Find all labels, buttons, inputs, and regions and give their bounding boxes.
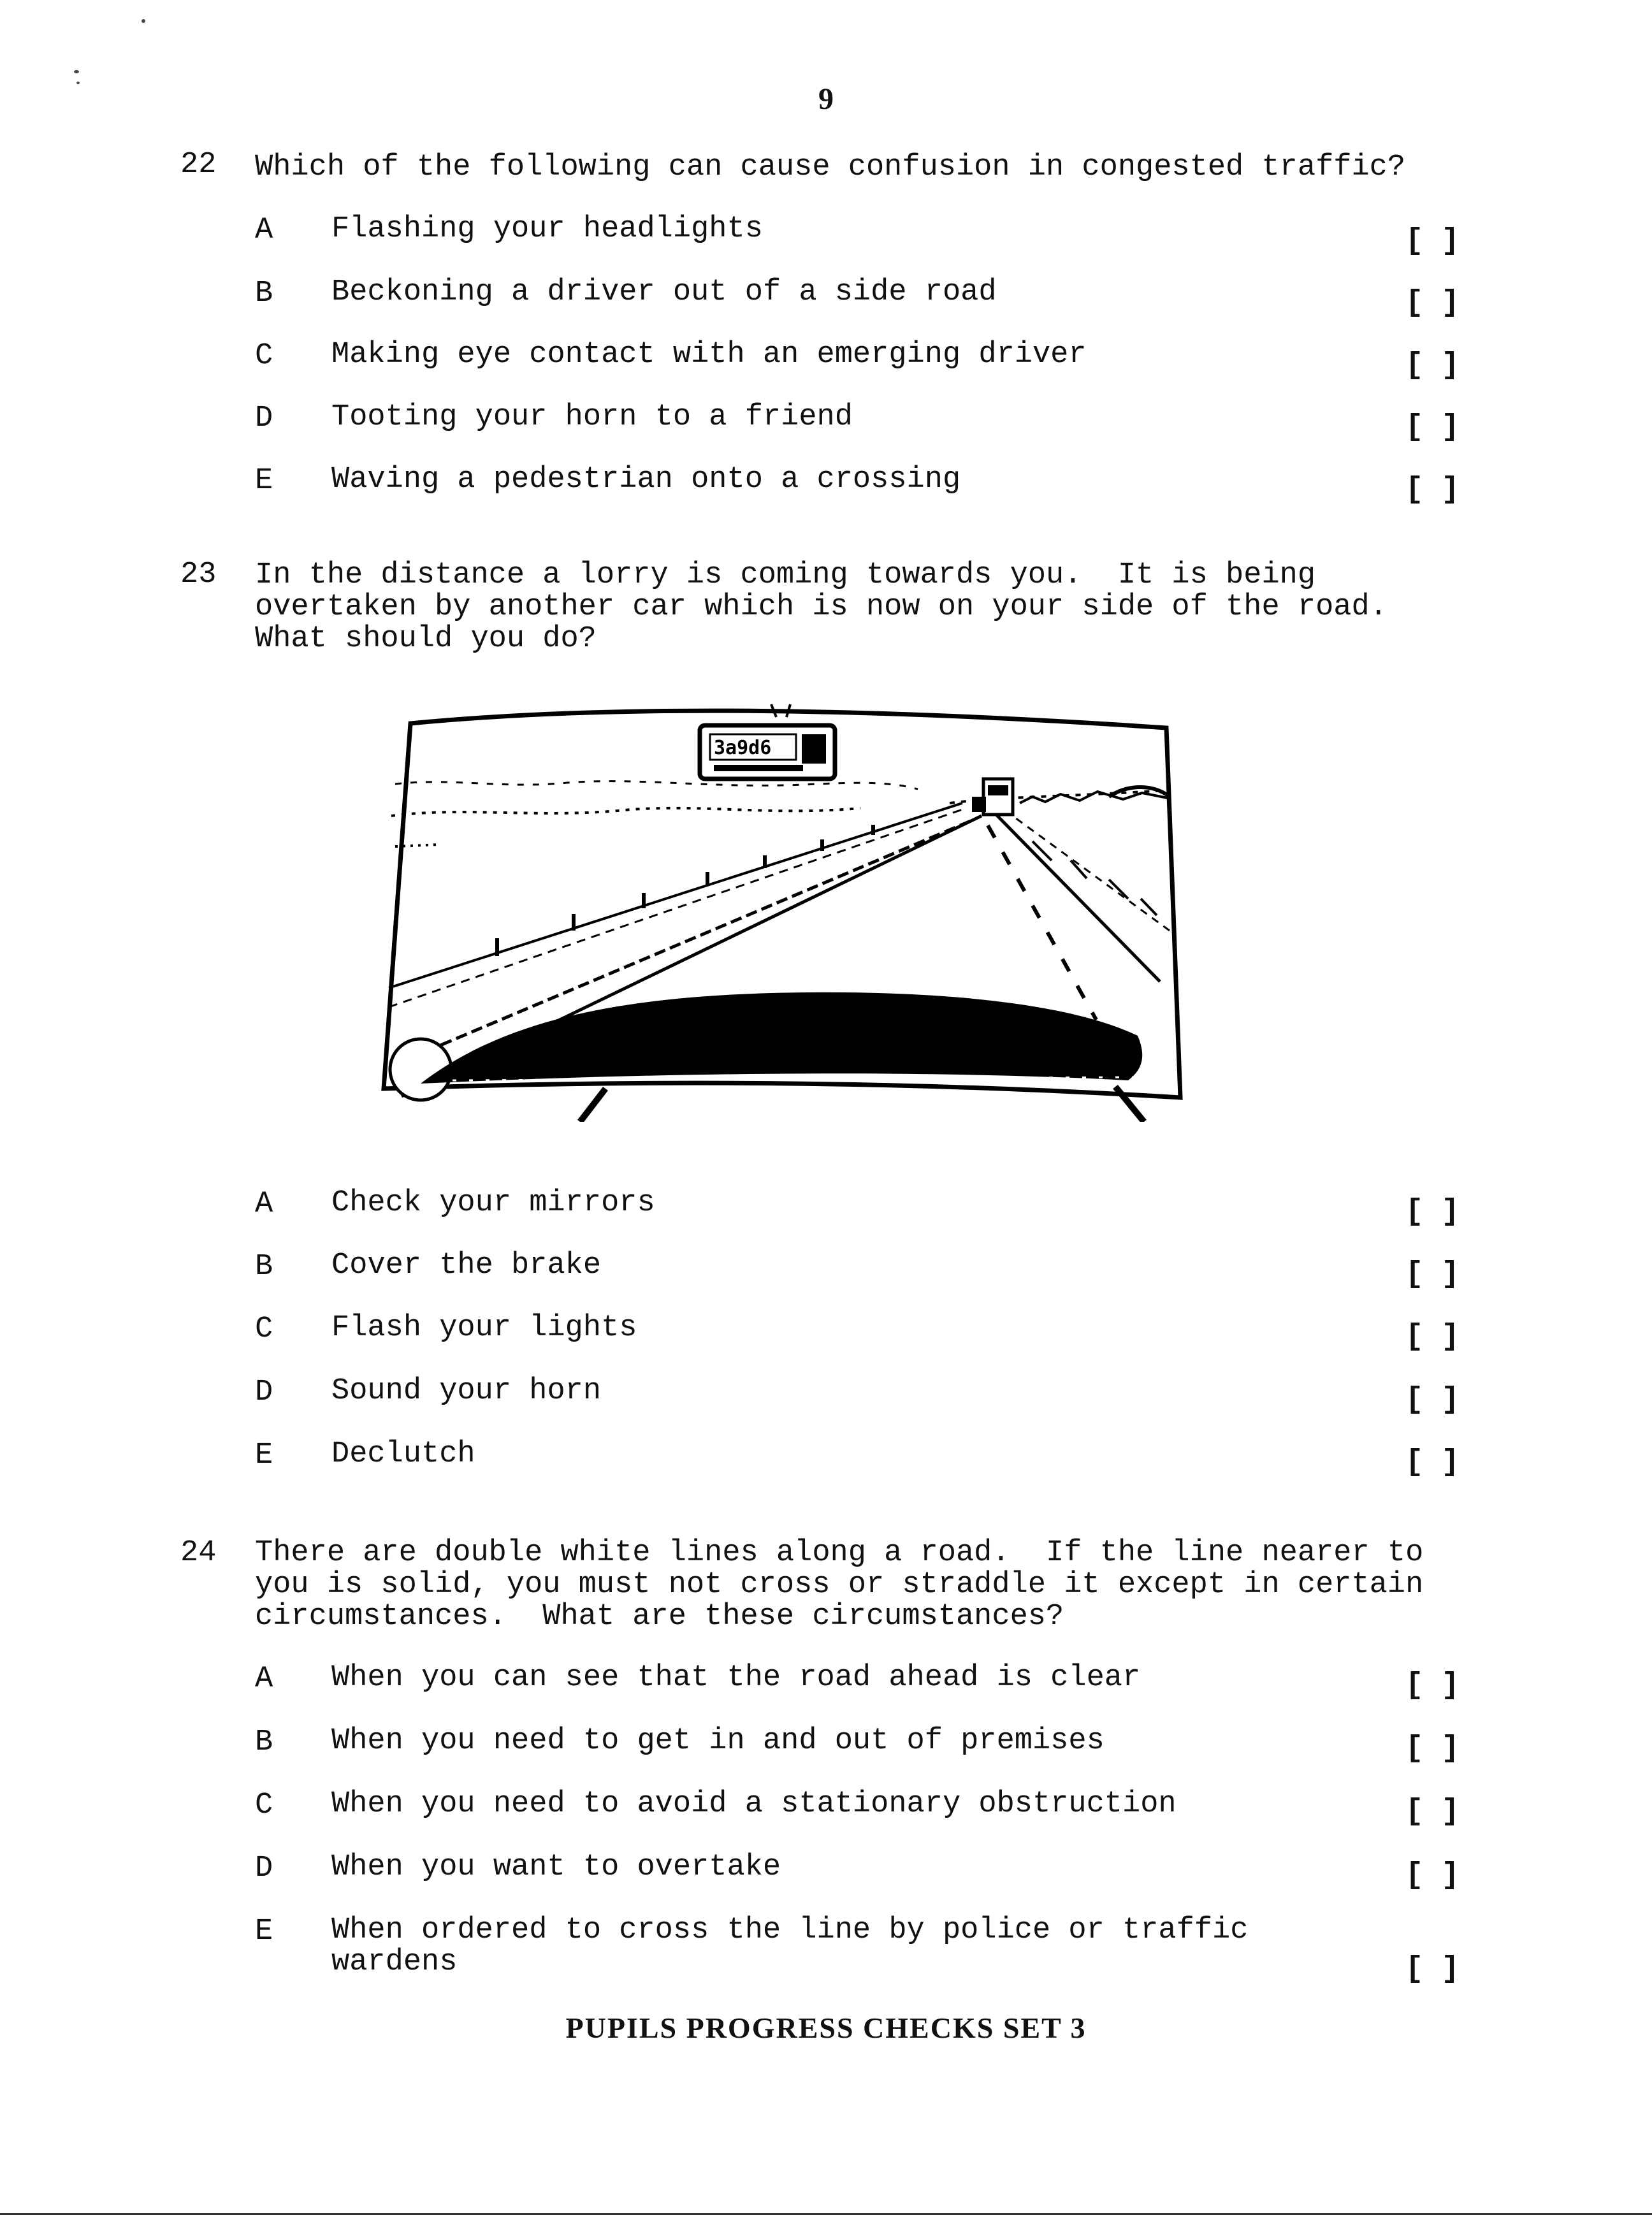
answer-checkbox[interactable]: [ ] [1405,1383,1460,1417]
option-letter: B [255,1250,273,1284]
option-text: Waving a pedestrian onto a crossing [331,463,961,497]
answer-checkbox[interactable]: [ ] [1405,473,1460,507]
option-letter: E [255,1915,273,1948]
option-letter: B [255,1725,273,1759]
question-text: In the distance a lorry is coming towards you. It is being overtaken by another car which is now on your side of the road. What should you do? [255,558,1388,656]
option-text: When you can see that the road ahead is clear [331,1661,1141,1695]
option-text: Declutch [331,1437,475,1471]
option-text: When you need to get in and out of premises [331,1724,1105,1758]
question-number: 22 [180,148,217,182]
option-text: Beckoning a driver out of a side road [331,275,997,309]
answer-checkbox[interactable]: [ ] [1405,1446,1460,1479]
option-text: Tooting your horn to a friend [331,400,853,434]
option-text: When ordered to cross the line by police or traffic wardens [331,1913,1249,1979]
option-letter: C [255,1788,273,1822]
option-letter: D [255,1375,273,1409]
answer-checkbox[interactable]: [ ] [1405,1258,1460,1291]
option-text: Cover the brake [331,1249,602,1282]
question-number: 24 [180,1536,217,1570]
scan-speck [141,19,145,23]
road-view-drawing [376,688,1198,1122]
answer-checkbox[interactable]: [ ] [1405,1320,1460,1354]
windscreen-illustration [376,688,1198,1122]
question-number: 23 [180,558,217,591]
option-letter: D [255,1852,273,1885]
option-letter: E [255,1439,273,1472]
option-text: When you want to overtake [331,1850,781,1884]
option-text: Sound your horn [331,1374,602,1408]
answer-checkbox[interactable]: [ ] [1405,349,1460,382]
option-text: When you need to avoid a stationary obstruction [331,1787,1177,1821]
question-text: Which of the following can cause confusion in congested traffic? [255,150,1406,184]
answer-checkbox[interactable]: [ ] [1405,224,1460,258]
footer-title: PUPILS PROGRESS CHECKS SET 3 [565,2012,1087,2044]
page-number: 9 [818,82,834,116]
option-letter: A [255,214,273,247]
option-text: Making eye contact with an emerging driver [331,338,1087,372]
answer-checkbox[interactable]: [ ] [1405,286,1460,320]
question-text: There are double white lines along a road. If the line nearer to you is solid, you must not cross or straddle it except in certain circumstances. What are these circumstances? [255,1536,1424,1634]
answer-checkbox[interactable]: [ ] [1405,1952,1460,1986]
answer-checkbox[interactable]: [ ] [1405,1195,1460,1229]
option-letter: D [255,402,273,435]
option-letter: B [255,277,273,310]
svg-text:3a9d6: 3a9d6 [714,737,772,759]
option-letter: C [255,339,273,373]
answer-checkbox[interactable]: [ ] [1405,1795,1460,1829]
option-letter: C [255,1312,273,1346]
answer-checkbox[interactable]: [ ] [1405,1669,1460,1702]
option-text: Flash your lights [331,1311,637,1345]
option-letter: E [255,464,273,498]
option-text: Flashing your headlights [331,212,763,246]
option-text: Check your mirrors [331,1186,655,1220]
option-letter: A [255,1662,273,1696]
answer-checkbox[interactable]: [ ] [1405,1732,1460,1766]
scan-speck [74,70,79,73]
answer-checkbox[interactable]: [ ] [1405,410,1460,444]
bottom-rule [0,2213,1652,2215]
option-letter: A [255,1187,273,1221]
answer-checkbox[interactable]: [ ] [1405,1859,1460,1892]
